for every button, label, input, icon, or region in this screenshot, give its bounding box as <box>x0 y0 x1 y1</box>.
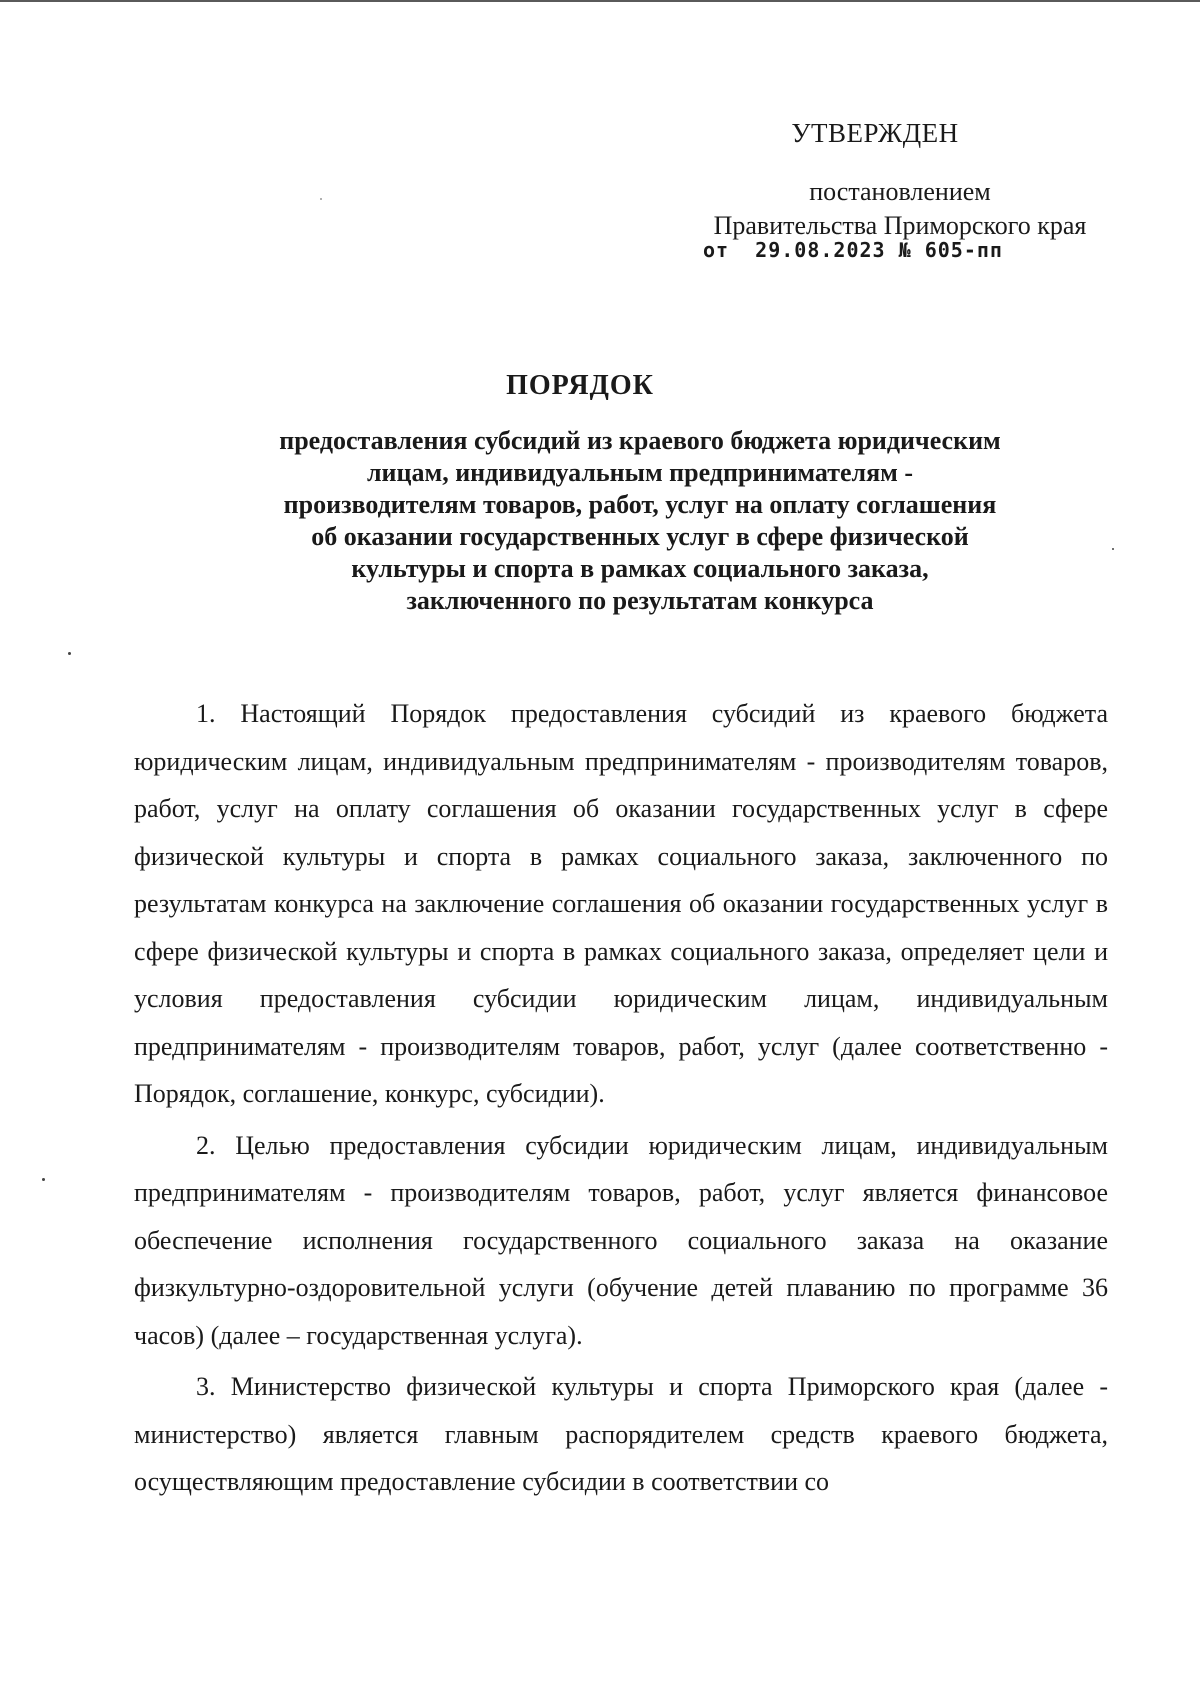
paragraph-2: 2. Целью предоставления субсидии юридическим лицам, индивидуальным предпринимателям - производителям товаров, работ, услуг является финансовое обеспечение исполнения государственного социального заказа на оказание физкультурно-оздоровительной услуги (обучение детей плаванию по программе 36 часов) (далее – государственная услуга). <box>134 1130 1108 1350</box>
approval-line-government: Правительства Приморского края <box>713 211 1087 240</box>
subtitle-line: об оказании государственных услуг в сфере физической <box>311 522 969 551</box>
approval-line-resolution: постановлением <box>809 177 991 206</box>
subtitle-line: культуры и спорта в рамках социального заказа, <box>351 554 929 583</box>
document-body <box>134 690 1108 1506</box>
document-title: ПОРЯДОК <box>506 370 654 401</box>
scan-speck <box>1112 548 1114 550</box>
approved-heading: УТВЕРЖДЕН <box>791 118 959 148</box>
document-subtitle <box>140 425 1140 617</box>
scan-speck <box>320 198 322 200</box>
scan-speck <box>68 652 71 655</box>
subtitle-line: заключенного по результатам конкурса <box>406 586 874 615</box>
approval-stamp-block <box>660 118 1140 243</box>
scan-top-edge <box>0 0 1200 2</box>
paragraph-1: 1. Настоящий Порядок предоставления субсидий из краевого бюджета юридическим лицам, индивидуальным предпринимателям - производителям товаров, работ, услуг на оплату соглашения об оказании государственных услуг в сфере физической культуры и спорта в рамках социального заказа, заключенного по результатам конкурса на заключение соглашения об оказании государственных услуг в сфере физической культуры и спорта в рамках социального заказа, определяет цели и условия предоставления субсидии юридическим лицам, индивидуальным предпринимателям - производителям товаров, работ, услуг (далее соответственно - Порядок, соглашение, конкурс, субсидии). <box>134 699 1108 1108</box>
subtitle-line: предоставления субсидий из краевого бюджета юридическим <box>279 426 1001 455</box>
decree-number-stamp: от 29.08.2023 № 605-пп <box>703 238 1003 262</box>
subtitle-line: лицам, индивидуальным предпринимателям - <box>366 458 914 487</box>
scan-speck <box>42 1178 45 1181</box>
paragraph-3: 3. Министерство физической культуры и спорта Приморского края (далее - министерство) является главным распорядителем средств краевого бюджета, осуществляющим предоставление субсидии в соответствии со <box>134 1372 1108 1496</box>
subtitle-line: производителям товаров, работ, услуг на оплату соглашения <box>283 490 997 519</box>
